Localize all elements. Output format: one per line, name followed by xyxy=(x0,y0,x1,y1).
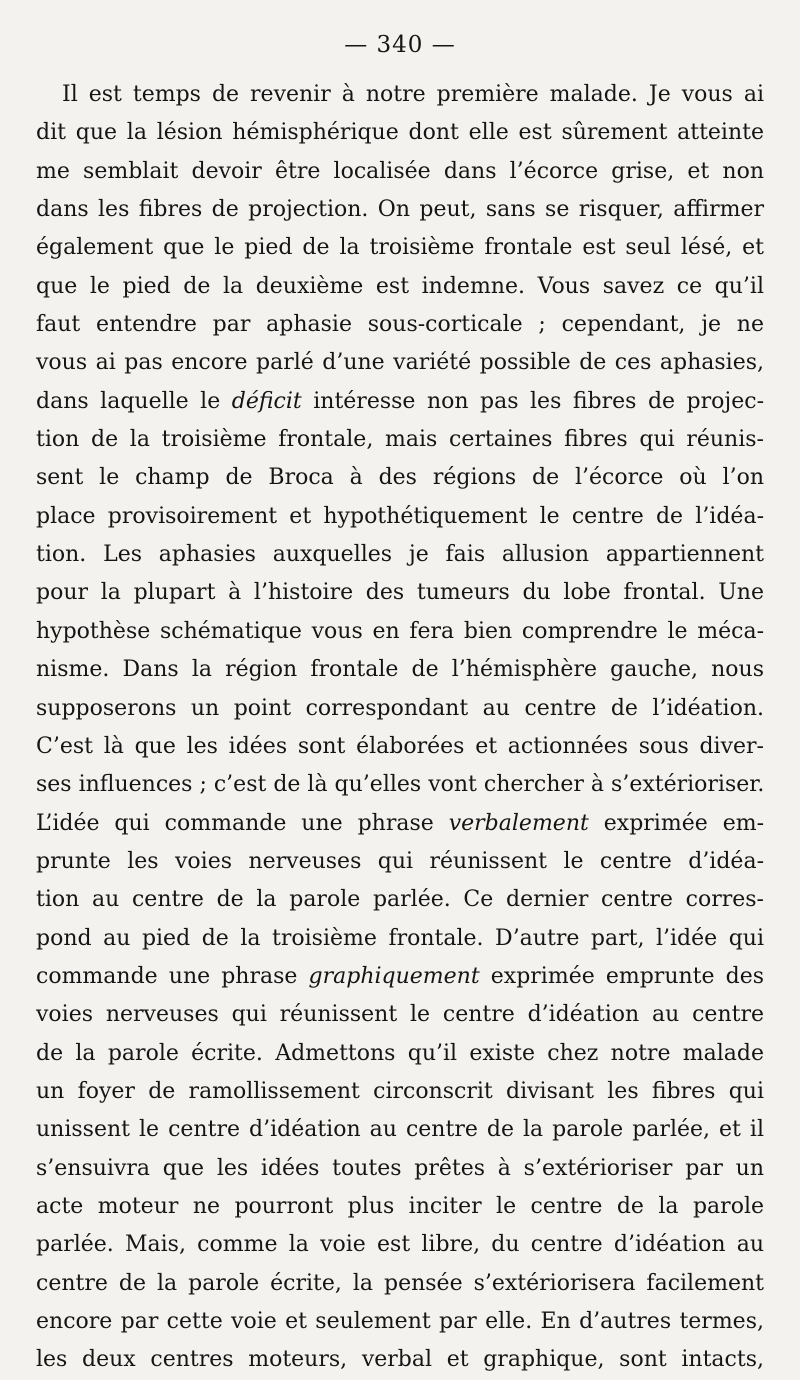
text-line xyxy=(36,958,764,996)
text-line: faut entendre par aphasie sous-corticale ; cependant, je ne xyxy=(36,312,764,338)
text-line: pour la plupart à l’histoire des tumeurs du lobe frontal. Une xyxy=(36,580,764,606)
text-line: tion de la troisième frontale, mais certaines fibres qui réunis- xyxy=(36,427,764,453)
text-line: sent le champ de Broca à des régions de l’écorce où l’on xyxy=(36,465,764,491)
text-line: centre de la parole écrite, la pensée s’extériorisera facilement xyxy=(36,1270,764,1296)
text-line: acte moteur ne pourront plus inciter le centre de la parole xyxy=(36,1193,764,1219)
text-line: supposerons un point correspondant au centre de l’idéation. xyxy=(36,695,764,721)
italic-term: graphiquement xyxy=(308,963,480,989)
text-line: nisme. Dans la région frontale de l’hémisphère gauche, nous xyxy=(36,657,764,683)
italic-term: déficit xyxy=(231,388,302,414)
text-line: vous ai pas encore parlé d’une variété possible de ces aphasies, xyxy=(36,350,764,376)
text-line: tion. Les aphasies auxquelles je fais allusion appartiennent xyxy=(36,542,764,568)
text-run: intéresse non pas les fibres de projec- xyxy=(301,388,764,414)
body-text xyxy=(36,76,764,1380)
text-run: L’idée qui commande une phrase xyxy=(36,810,449,836)
text-line: place provisoirement et hypothétiquement le centre de l’idéa- xyxy=(36,503,764,529)
text-line: voies nerveuses qui réunissent le centre d’idéation au centre xyxy=(36,1002,764,1028)
text-line: encore par cette voie et seulement par elle. En d’autres termes, xyxy=(36,1309,764,1334)
text-line: C’est là que les idées sont élaborées et actionnées sous diver- xyxy=(36,733,764,759)
text-line: hypothèse schématique vous en fera bien comprendre le méca- xyxy=(36,618,764,644)
text-run: dans laquelle le xyxy=(36,388,232,414)
text-line: pond au pied de la troisième frontale. D’autre part, l’idée qui xyxy=(36,925,764,951)
italic-term: verbalement xyxy=(448,810,589,836)
text-run: exprimée em- xyxy=(588,810,765,836)
text-line: me semblait devoir être localisée dans l’écorce grise, et non xyxy=(36,158,764,184)
text-line xyxy=(36,383,764,421)
text-line: parlée. Mais, comme la voie est libre, du centre d’idéation au xyxy=(36,1232,764,1258)
text-line: de la parole écrite. Admettons qu’il existe chez notre malade xyxy=(36,1040,764,1066)
text-line: Il est temps de revenir à notre première malade. Je vous ai xyxy=(62,82,764,107)
text-line: dans les fibres de projection. On peut, sans se risquer, affirmer xyxy=(36,197,764,223)
text-line: prunte les voies nerveuses qui réunissent le centre d’idéa- xyxy=(36,848,764,874)
text-line: que le pied de la deuxième est indemne. Vous savez ce qu’il xyxy=(36,273,764,299)
text-line xyxy=(36,805,764,843)
text-run: exprimée emprunte des xyxy=(479,963,764,989)
text-line: s’ensuivra que les idées toutes prêtes à s’extérioriser par un xyxy=(36,1155,764,1181)
text-line: un foyer de ramollissement circonscrit divisant les fibres qui xyxy=(36,1078,764,1104)
text-line: unissent le centre d’idéation au centre de la parole parlée, et il xyxy=(36,1117,764,1143)
page-number: — 340 — xyxy=(344,32,456,58)
text-run: commande une phrase xyxy=(36,963,309,989)
text-line: tion au centre de la parole parlée. Ce dernier centre corres- xyxy=(36,887,764,913)
text-line: dit que la lésion hémisphérique dont elle est sûrement atteinte xyxy=(36,120,764,146)
text-line: ses influences ; c’est de là qu’elles vont chercher à s’extérioriser. xyxy=(36,772,765,798)
text-line: également que le pied de la troisième frontale est seul lésé, et xyxy=(36,235,764,261)
text-line: les deux centres moteurs, verbal et graphique, sont intacts, xyxy=(36,1347,764,1373)
